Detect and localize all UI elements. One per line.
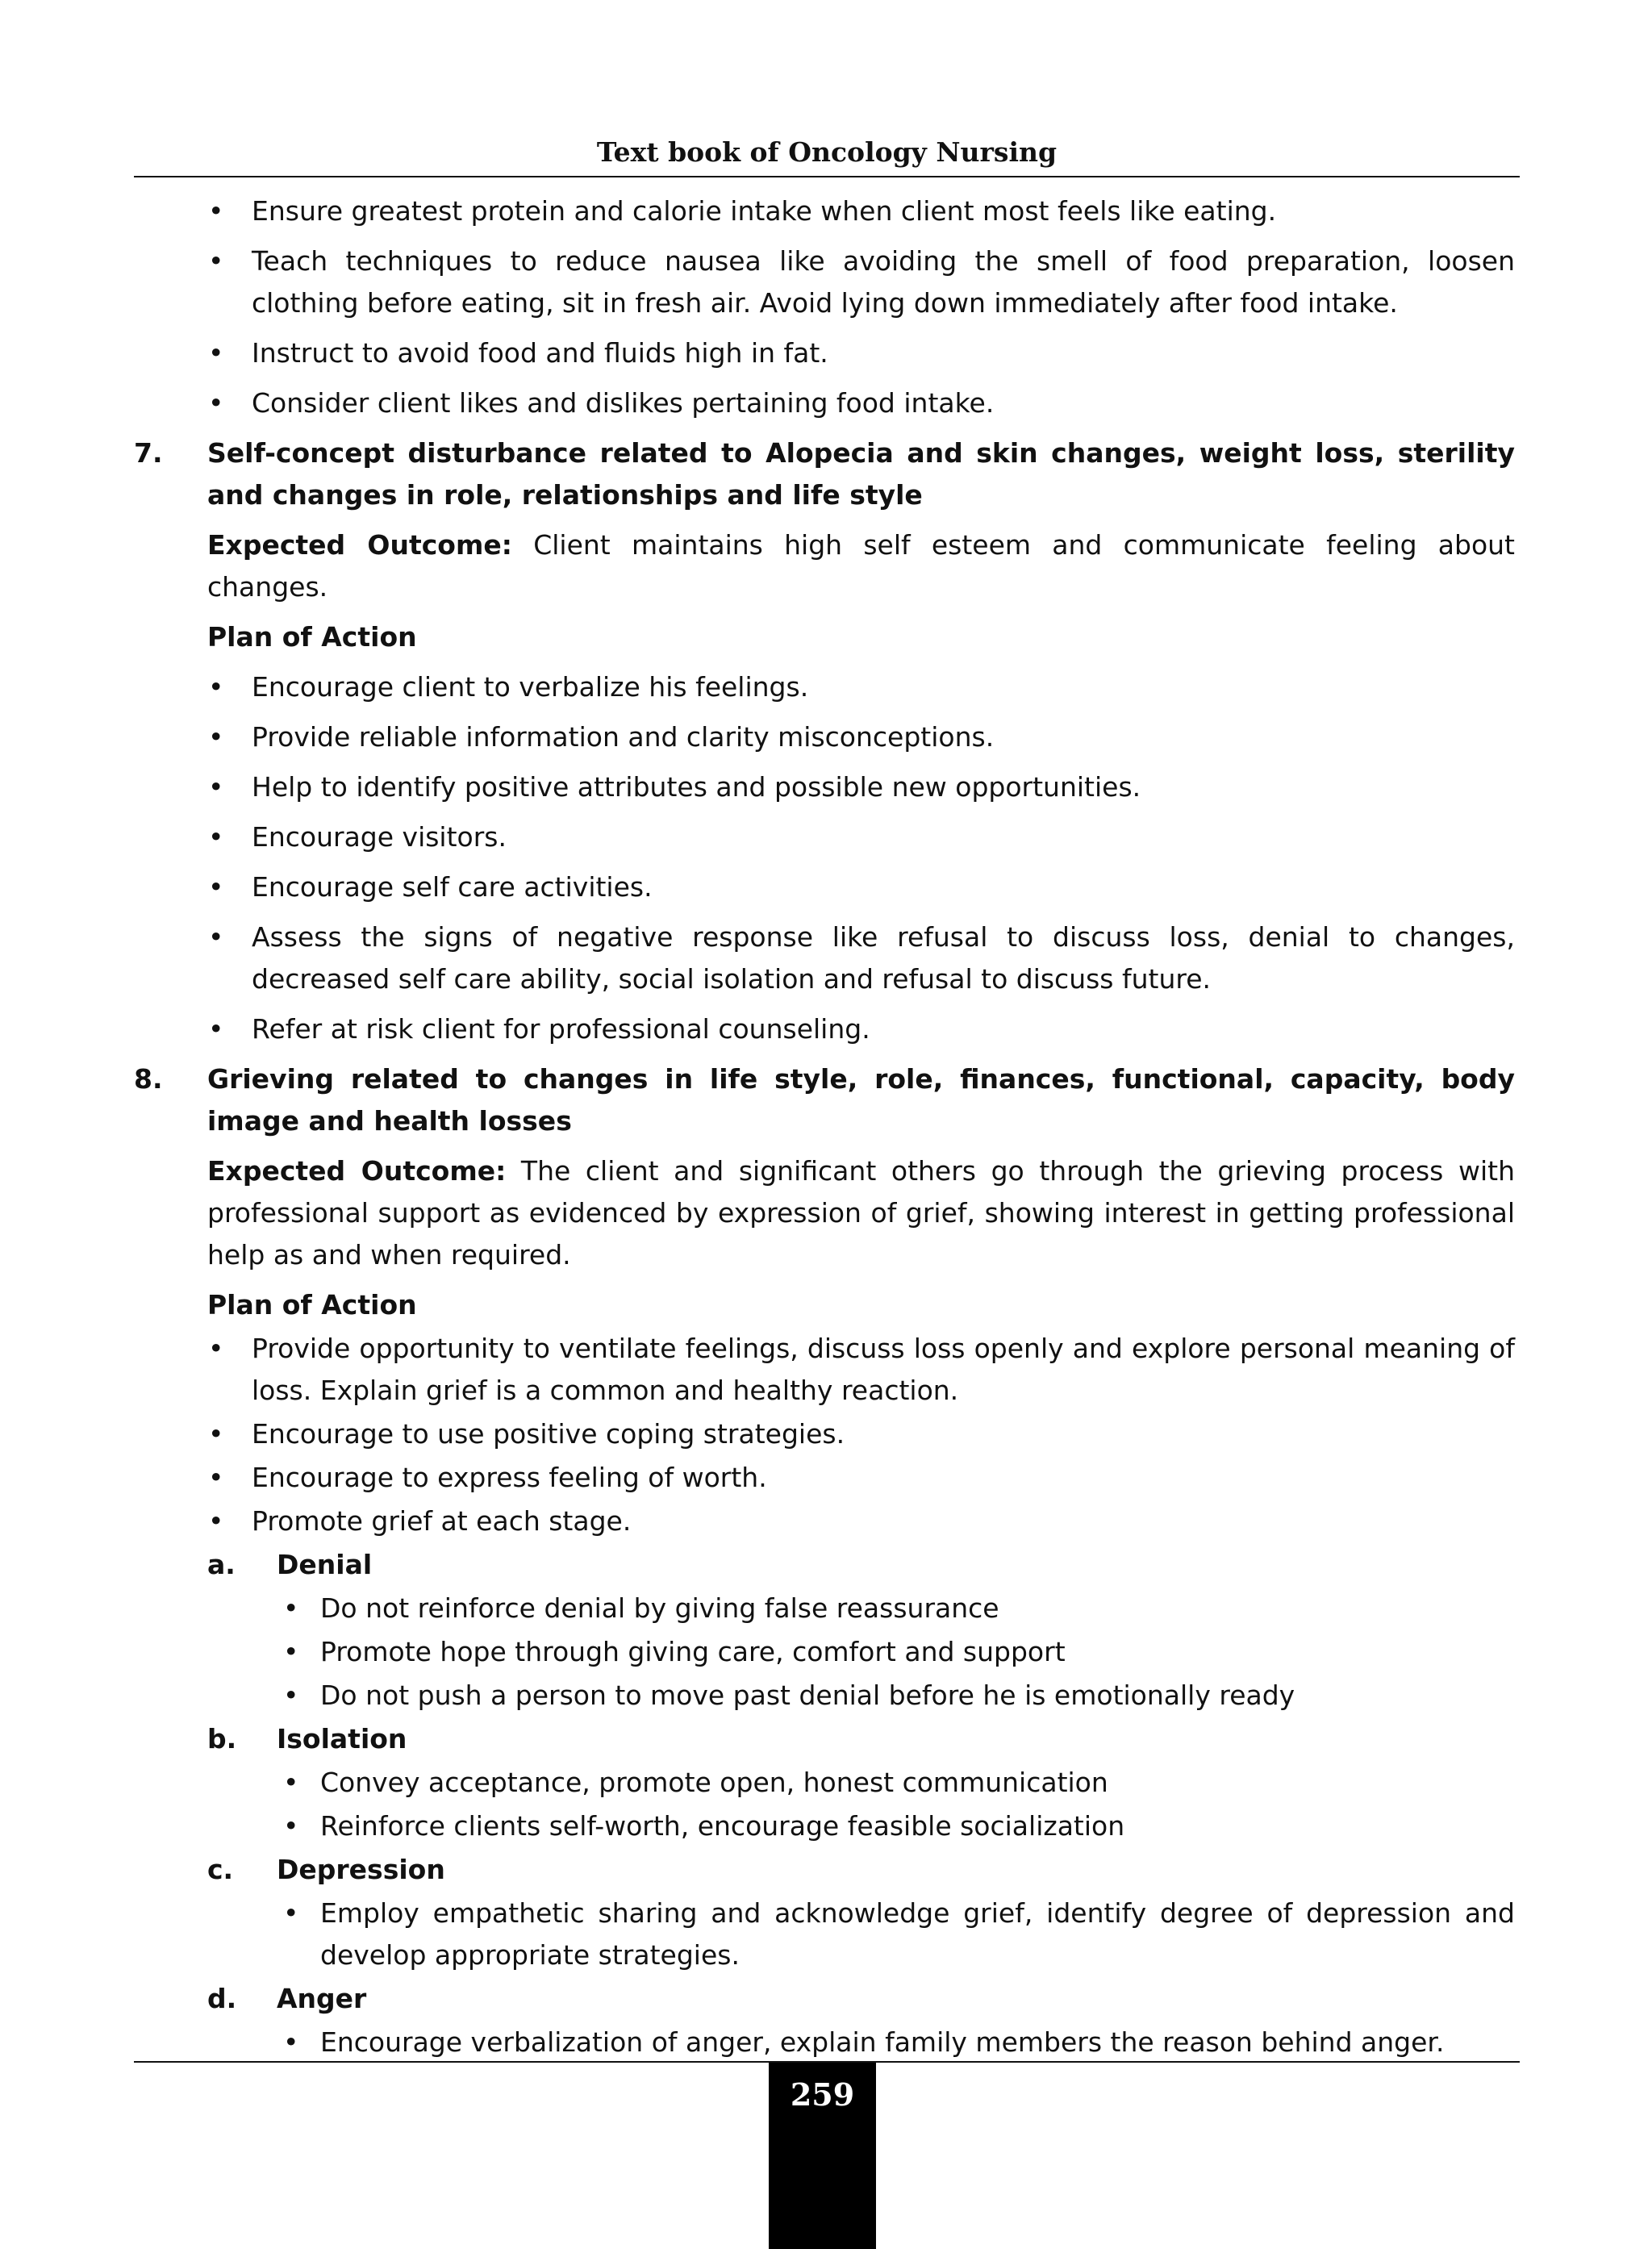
intro-bullet: • Consider client likes and dislikes pertaining food intake.: [252, 382, 1515, 424]
page-content: [134, 190, 1515, 2065]
page-number: 259: [769, 2063, 876, 2249]
expected-outcome-label: Expected Outcome:: [207, 529, 512, 561]
page-header-title: Text book of Oncology Nursing: [596, 136, 1058, 168]
section-7-plan-label: Plan of Action: [207, 621, 417, 653]
expected-outcome-text: Client maintains high self esteem and communicate feeling about changes.: [207, 529, 1515, 603]
stage-denial-item: • Do not push a person to move past denial before he is emotionally ready: [320, 1675, 1515, 1717]
stage-isolation-heading: [207, 1718, 1515, 1760]
stage-denial-item: • Do not reinforce denial by giving false reassurance: [320, 1588, 1515, 1629]
section-7-bullet: • Encourage client to verbalize his feelings.: [252, 666, 1515, 708]
section-7-expected-outcome: [207, 524, 1515, 608]
section-7-heading-text: Self-concept disturbance related to Alopecia and skin changes, weight loss, sterility and changes in role, relationships and life style: [207, 437, 1515, 511]
intro-bullet: • Instruct to avoid food and fluids high in fat.: [252, 332, 1515, 374]
stage-letter: c.: [207, 1854, 234, 1885]
stage-depression-heading: [207, 1849, 1515, 1891]
stage-title: Denial: [277, 1549, 373, 1580]
stage-title: Depression: [277, 1854, 445, 1885]
section-8-number: 8.: [134, 1063, 163, 1095]
intro-bullet: • Teach techniques to reduce nausea like avoiding the smell of food preparation, loosen clothing before eating, sit in fresh air. Avoid lying down immediately after food intake.: [252, 240, 1515, 324]
stage-letter: b.: [207, 1723, 237, 1755]
expected-outcome-text: The client and significant others go through the grieving process with professional support as evidenced by expression of grief, showing interest in getting professional help as and when required.: [207, 1155, 1515, 1271]
section-7-heading: [134, 432, 1515, 516]
stage-isolation-item: • Convey acceptance, promote open, honest communication: [320, 1762, 1515, 1804]
stage-isolation-item: • Reinforce clients self-worth, encourage feasible socialization: [320, 1805, 1515, 1847]
stage-letter: a.: [207, 1549, 236, 1580]
section-7-bullet: • Refer at risk client for professional counseling.: [252, 1008, 1515, 1050]
stage-denial-heading: [207, 1544, 1515, 1586]
section-8-bullet: • Provide opportunity to ventilate feelings, discuss loss openly and explore personal meaning of loss. Explain grief is a common and healthy reaction.: [252, 1328, 1515, 1412]
stage-title: Isolation: [277, 1723, 407, 1755]
section-7-bullet: • Provide reliable information and clarity misconceptions.: [252, 716, 1515, 758]
header-divider: [134, 176, 1520, 177]
section-8-bullet: • Encourage to express feeling of worth.: [252, 1457, 1515, 1499]
stage-title: Anger: [277, 1983, 367, 2014]
stage-denial-item: • Promote hope through giving care, comfort and support: [320, 1631, 1515, 1673]
section-7-number: 7.: [134, 437, 163, 469]
section-8-heading: [134, 1058, 1515, 1142]
section-7-bullet: • Assess the signs of negative response like refusal to discuss loss, denial to changes, decreased self care ability, social isolation and refusal to discuss future.: [252, 916, 1515, 1000]
section-8-bullet: • Encourage to use positive coping strategies.: [252, 1413, 1515, 1455]
section-7-bullet: • Encourage self care activities.: [252, 866, 1515, 908]
section-8-heading-text: Grieving related to changes in life style, role, finances, functional, capacity, body image and health losses: [207, 1063, 1515, 1137]
section-8-plan-label: Plan of Action: [207, 1289, 417, 1321]
stage-depression-item: • Employ empathetic sharing and acknowledge grief, identify degree of depression and develop appropriate strategies.: [320, 1892, 1515, 1976]
section-7-bullet: • Encourage visitors.: [252, 816, 1515, 858]
stage-letter: d.: [207, 1983, 237, 2014]
stage-anger-item: • Encourage verbalization of anger, explain family members the reason behind anger.: [320, 2022, 1515, 2063]
intro-bullet: • Ensure greatest protein and calorie intake when client most feels like eating.: [252, 190, 1515, 232]
stage-anger-heading: [207, 1978, 1515, 2020]
section-8-bullet: • Promote grief at each stage.: [252, 1500, 1515, 1542]
expected-outcome-label: Expected Outcome:: [207, 1155, 507, 1187]
section-8-expected-outcome: [207, 1150, 1515, 1276]
section-7-bullet: • Help to identify positive attributes and possible new opportunities.: [252, 766, 1515, 808]
